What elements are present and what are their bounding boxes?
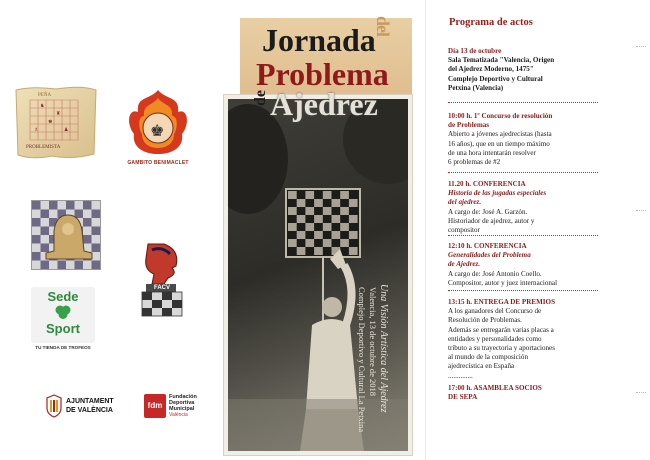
photo-caption-place: Complejo Deportivo y Cultural La Petxina (357, 287, 367, 433)
svg-text:♜: ♜ (56, 111, 61, 117)
svg-text:PEÑA: PEÑA (38, 93, 52, 98)
divider (448, 172, 598, 173)
title-de: de (252, 90, 269, 106)
intro-line1: Día 13 de octubre (448, 47, 502, 55)
event-1-line3: de una hora intentarán resolver (448, 148, 536, 157)
title-problema: Problema (256, 56, 389, 92)
vintage-photo (224, 95, 412, 455)
svg-text:♚: ♚ (48, 119, 53, 125)
event-3-head: 12:10 h. CONFERENCIA (448, 242, 527, 250)
title-del: del (373, 16, 393, 37)
sport-label: Sport (46, 321, 80, 336)
margin-mark (636, 392, 646, 394)
event-3-sub2: de Ajedrez. (448, 260, 481, 269)
event-2-line3: compositor (448, 226, 480, 235)
event-4-line3: Además se entregarán varias placas a (448, 325, 554, 334)
event-5 (448, 384, 626, 402)
divider (448, 235, 598, 236)
program-heading: Programa de actos (449, 17, 533, 28)
intro-line2: Sala Tematizada "Valencia, Origen (448, 56, 555, 65)
margin-mark (636, 210, 646, 212)
intro-line3: del Ajedrez Moderno, 1475" (448, 65, 534, 74)
event-4-line4: entidades y personalidades como (448, 334, 542, 343)
fundacion-line4: València (169, 412, 188, 418)
program-intro (448, 47, 626, 93)
event-3 (448, 242, 626, 288)
intro-line4: Complejo Deportivo y Cultural (448, 74, 543, 83)
event-4-line5: tributo a su trayectoria y aportaciones (448, 344, 555, 353)
fdm-label: fdm (147, 401, 163, 410)
svg-text:PROBLEMISTA: PROBLEMISTA (26, 145, 61, 150)
valencia-crest-icon (44, 394, 64, 418)
fundacion-line1: Fundación (169, 394, 197, 400)
event-1-head2: de Problemas (448, 121, 490, 130)
event-1-line4: 6 problemas de #2 (448, 158, 501, 167)
svg-text:♟: ♟ (64, 127, 69, 133)
sphinx-chess-logo (31, 200, 101, 270)
event-2-head: 11.20 h. CONFERENCIA (448, 180, 526, 188)
event-4-line1: A los ganadores del Concurso de (448, 307, 542, 316)
svg-text:♞: ♞ (40, 103, 45, 109)
margin-mark (636, 46, 646, 48)
event-2-line2: Historiador de ajedrez, autor y (448, 216, 535, 225)
event-1 (448, 112, 626, 167)
event-4 (448, 298, 626, 381)
event-1-line1: Abierto a jóvenes ajedrecistas (hasta (448, 130, 552, 139)
facv-label: FACV (153, 285, 170, 291)
event-5-head1: 17:00 h. ASAMBLEA SOCIOS (448, 384, 542, 392)
event-4-line7: ajedrecística en España (448, 362, 515, 371)
sede-sport-tagline: TU TIENDA DE TROFEOS (35, 345, 91, 350)
fundacion-line2: Deportiva (169, 400, 195, 406)
title-jornada: Jornada (262, 22, 376, 58)
svg-text:♚: ♚ (150, 121, 165, 140)
sepa-logo (12, 84, 100, 162)
fundacion-line3: Municipal (169, 406, 195, 412)
event-2-sub2: del ajedrez. (448, 198, 482, 207)
sede-label: Sede (47, 289, 79, 304)
divider (448, 102, 598, 103)
facv-logo (134, 240, 190, 320)
svg-text:♗: ♗ (34, 127, 39, 133)
gambito-label: GAMBITO BENIMACLET (127, 160, 189, 166)
event-1-line2: 16 años), que en un tiempo máximo (448, 139, 550, 148)
event-2 (448, 180, 626, 235)
event-4-head: 13:15 h. ENTREGA DE PREMIOS (448, 298, 556, 306)
event-2-line1: A cargo de: José A. Garzón. (448, 207, 528, 216)
event-4-dots: .............. (448, 371, 473, 380)
fundacion-deportiva-logo (144, 392, 212, 422)
ajuntament-line1: AJUNTAMENT (66, 398, 114, 405)
event-3-sub1: Generalidades del Problema (448, 251, 531, 260)
event-3-line2: Compositor, autor y juez internacional (448, 278, 558, 287)
photo-caption-date: Valencia, 13 de octubre de 2018 (368, 287, 378, 397)
event-2-sub1: Historia de las jugadas especiales (448, 189, 547, 198)
clover-icon (53, 304, 73, 320)
fold-line (425, 0, 426, 460)
divider (448, 290, 598, 291)
sede-sport-logo (27, 287, 99, 353)
gambito-benimaclet-logo (118, 86, 198, 172)
ajuntament-valencia-logo (44, 392, 122, 420)
event-4-line2: Resolución de Problemas. (448, 316, 522, 325)
event-3-line1: A cargo de: José Antonio Coello. (448, 269, 542, 278)
photo-caption-title: Una Visión Artística del Ajedrez (378, 284, 389, 413)
ajuntament-line2: DE VALÈNCIA (66, 407, 113, 414)
event-1-head: 10:00 h. 1º Concurso de resolución (448, 112, 553, 120)
event-4-line6: al mundo de la composición (448, 353, 528, 362)
event-5-head2: DE SEPA (448, 393, 478, 402)
title-ajedrez: Ajedrez (270, 86, 378, 122)
intro-line5: Petxina (Valencia) (448, 83, 504, 92)
